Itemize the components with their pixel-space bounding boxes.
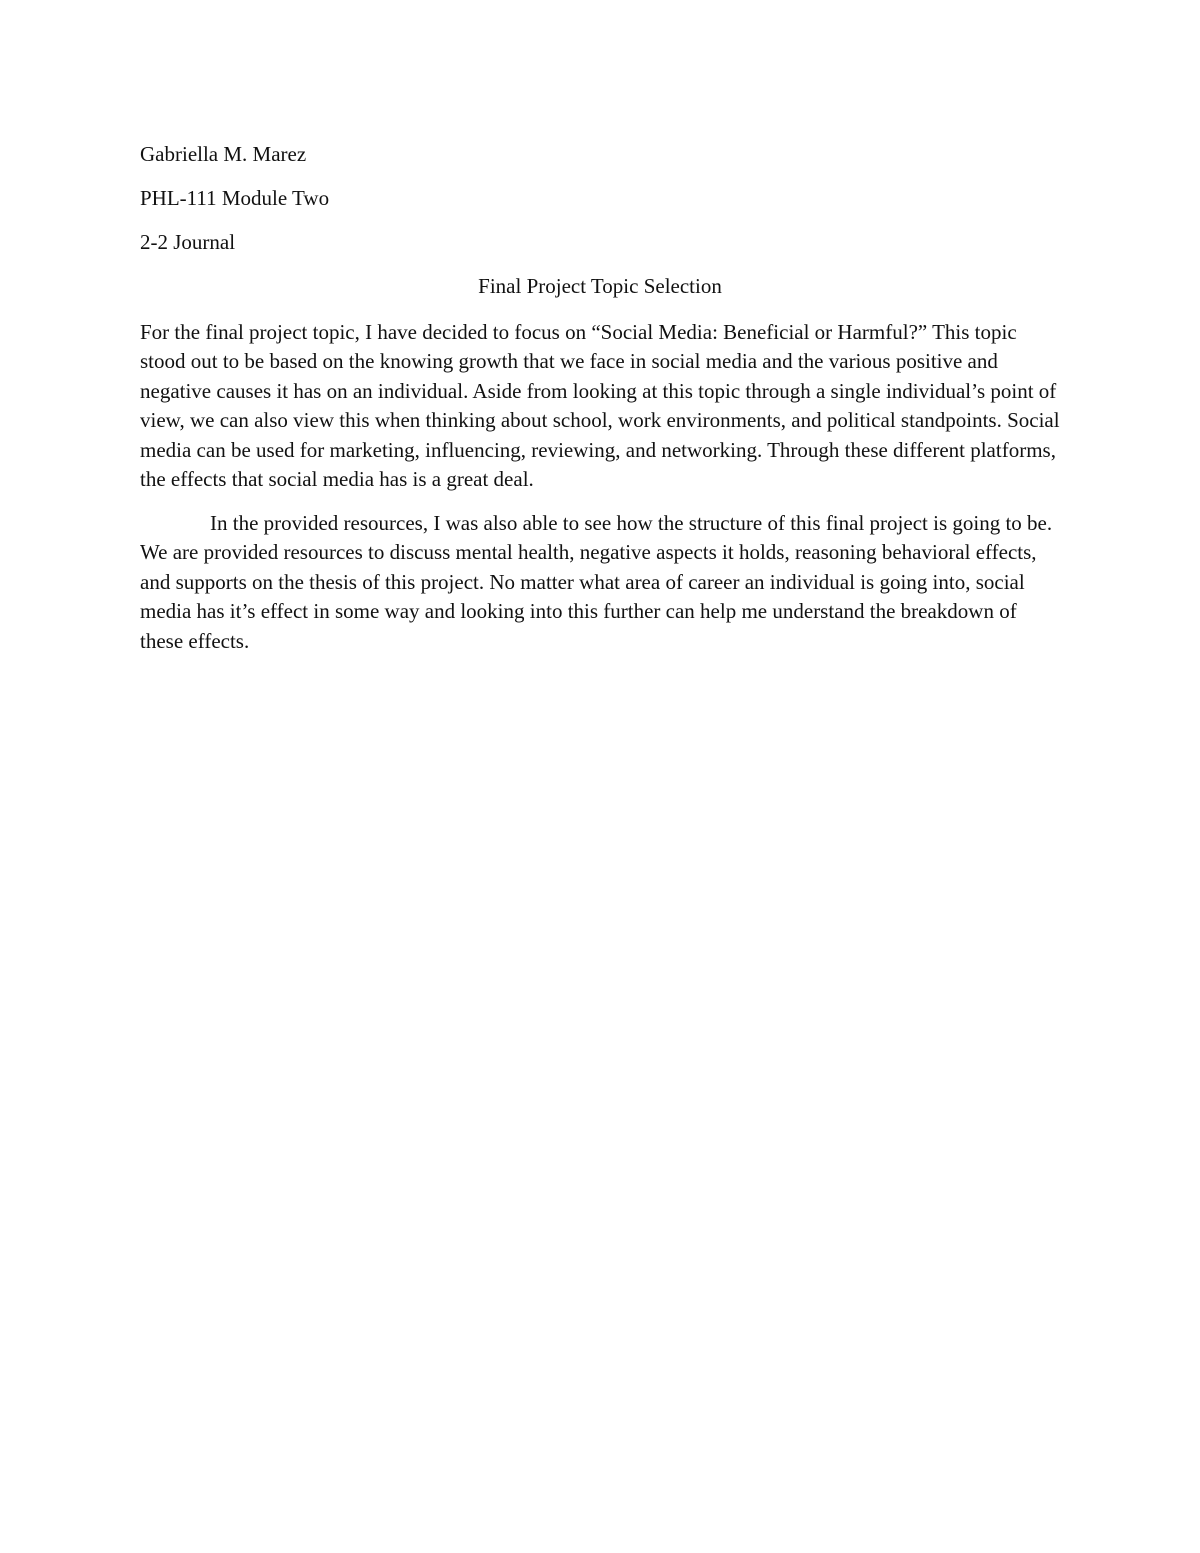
document-body (140, 140, 1060, 670)
document-title: Final Project Topic Selection (478, 274, 722, 298)
paragraph-2: In the provided resources, I was also able to see how the structure of this final project is going to be. We are provided resources to discuss mental health, negative aspects it holds, reasoning behavioral effects, and supports on the thesis of this project. No matter what area of career an individual is going into, social media has it’s effect in some way and looking into this further can help me understand the breakdown of these effects. (140, 510, 1053, 653)
paragraph-1: For the final project topic, I have decided to focus on “Social Media: Beneficial or Harmful?” This topic stood out to be based on the knowing growth that we face in social media and the various positive and negative causes it has on an individual. Aside from looking at this topic through a single individual’s point of view, we can also view this when thinking about school, work environments, and political standpoints. Social media can be used for marketing, influencing, reviewing, and networking. Through these different platforms, the effects that social media has is a great deal. (140, 319, 1060, 491)
course-line: PHL-111 Module Two (140, 186, 330, 210)
assignment-line: 2-2 Journal (140, 230, 236, 254)
author-name: Gabriella M. Marez (140, 142, 307, 166)
